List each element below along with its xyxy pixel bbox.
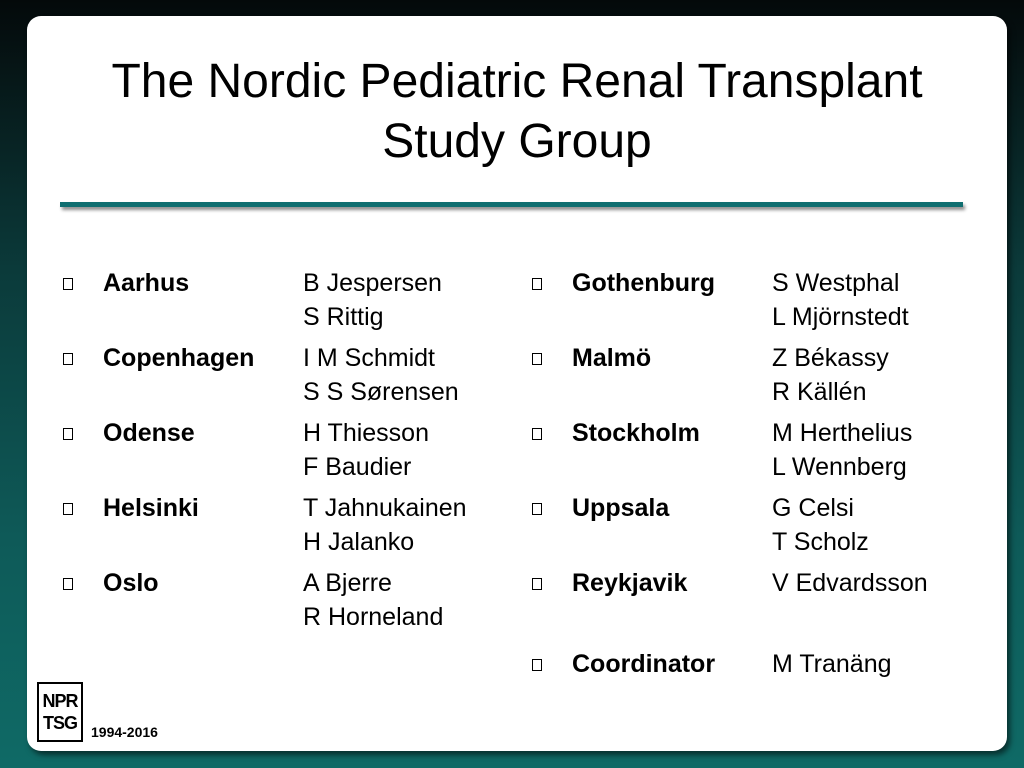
member-name: A Bjerre [303, 569, 392, 597]
member-name: T Jahnukainen [303, 494, 467, 522]
city-label: Gothenburg [572, 269, 716, 297]
city-label: Copenhagen [103, 344, 255, 372]
member-name: R Källén [772, 378, 867, 406]
member-names [303, 416, 429, 484]
city-label: Coordinator [572, 650, 716, 678]
member-names [772, 416, 912, 484]
member-name: I M Schmidt [303, 344, 435, 372]
title-divider [60, 202, 963, 207]
logo-line-1: NPR [42, 691, 78, 711]
city-label: Oslo [103, 569, 159, 597]
member-names [772, 491, 869, 559]
member-names [303, 566, 443, 634]
slide-title [27, 52, 1007, 172]
bullet-icon [532, 353, 542, 365]
slide [27, 16, 1007, 751]
member-name: L Wennberg [772, 453, 907, 481]
bullet-icon [63, 503, 73, 515]
title-line-2: Study Group [382, 115, 652, 168]
city-label: Reykjavik [572, 569, 688, 597]
bullet-icon [63, 578, 73, 590]
nprtsg-logo [37, 682, 83, 742]
member-name: S S Sørensen [303, 378, 459, 406]
member-name: B Jespersen [303, 269, 442, 297]
member-name: V Edvardsson [772, 569, 928, 597]
member-names [772, 266, 909, 334]
member-name: R Horneland [303, 603, 444, 631]
member-name: G Celsi [772, 494, 854, 522]
member-names [772, 566, 928, 600]
title-line-1: The Nordic Pediatric Renal Transplant [111, 55, 923, 108]
city-label: Stockholm [572, 419, 700, 447]
member-names [772, 647, 892, 681]
city-label: Uppsala [572, 494, 670, 522]
member-name: S Rittig [303, 303, 384, 331]
member-name: F Baudier [303, 453, 412, 481]
years-label: 1994-2016 [91, 724, 158, 740]
member-name: M Herthelius [772, 419, 913, 447]
bullet-icon [532, 503, 542, 515]
bullet-icon [63, 278, 73, 290]
member-name: S Westphal [772, 269, 900, 297]
member-name: H Jalanko [303, 528, 415, 556]
city-label: Helsinki [103, 494, 199, 522]
member-name: M Tranäng [772, 650, 892, 678]
city-label: Aarhus [103, 269, 190, 297]
bullet-icon [63, 428, 73, 440]
member-names [303, 491, 467, 559]
bullet-icon [532, 428, 542, 440]
bullet-icon [532, 578, 542, 590]
member-name: L Mjörnstedt [772, 303, 909, 331]
bullet-icon [532, 278, 542, 290]
member-names [303, 341, 459, 409]
logo-line-2: TSG [42, 713, 77, 733]
city-label: Malmö [572, 344, 652, 372]
bullet-icon [63, 353, 73, 365]
city-label: Odense [103, 419, 195, 447]
member-name: T Scholz [772, 528, 869, 556]
member-name: H Thiesson [303, 419, 429, 447]
member-name: Z Békassy [772, 344, 889, 372]
member-names [772, 341, 889, 409]
bullet-icon [532, 659, 542, 671]
member-names [303, 266, 442, 334]
